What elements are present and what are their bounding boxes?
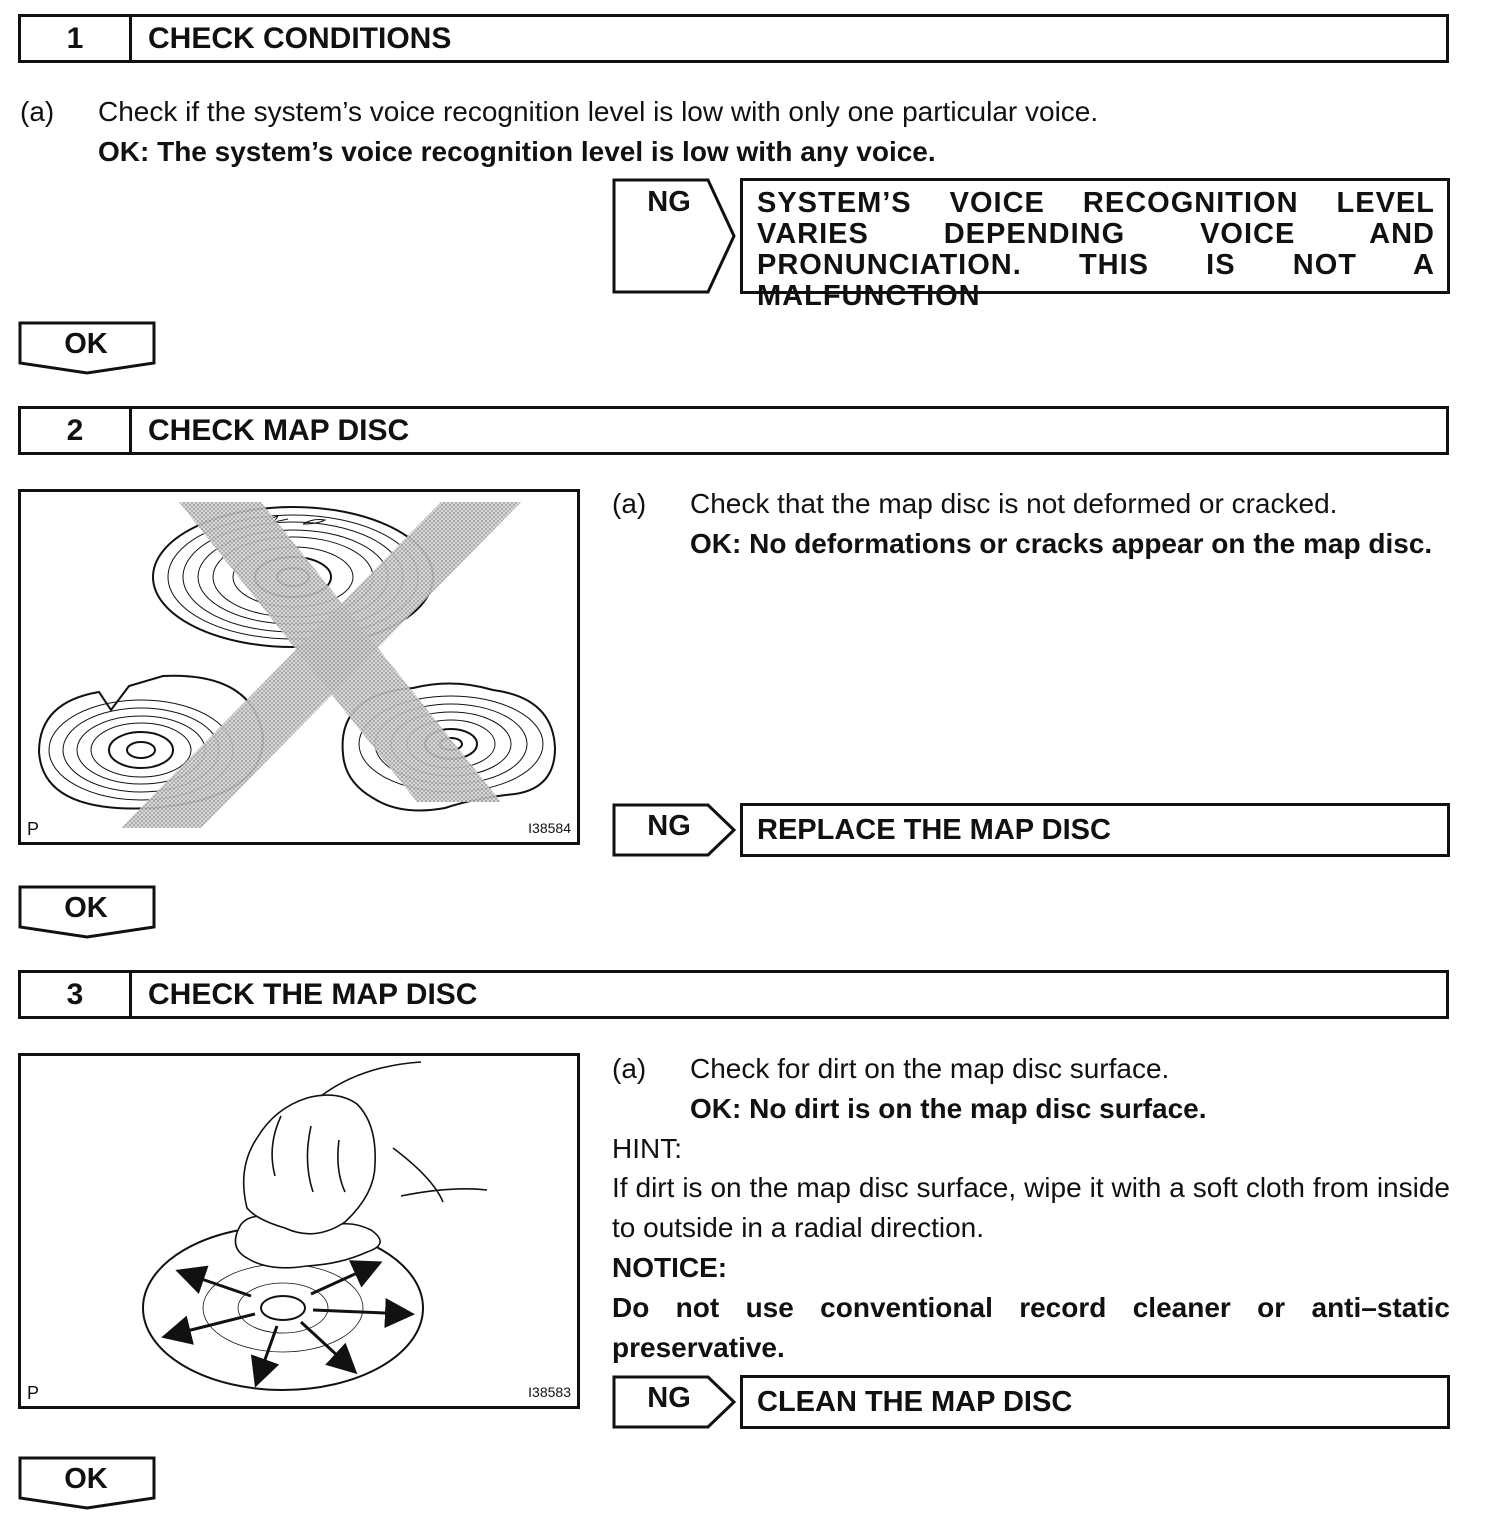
step-2-ok-criterion: OK: No deformations or cracks appear on the map disc. [690,528,1433,559]
step-3-ok-criterion: OK: No dirt is on the map disc surface. [690,1093,1207,1124]
step-3-item-label: (a) [612,1053,647,1084]
step-1-ng-result-text: SYSTEM’S VOICE RECOGNITION LEVEL VARIES DEPENDING VOICE AND PRONUNCIATION. THIS IS NOT A MALFUNCTION [757,187,1435,312]
step-3-title: CHECK THE MAP DISC [148,978,478,1011]
step-3-hint-text: If dirt is on the map disc surface, wipe it with a soft cloth from inside to outside in a radial direction. [612,1172,1450,1243]
step-3-item-text: Check for dirt on the map disc surface. [690,1053,1170,1084]
step-1-number: 1 [21,17,132,60]
step-2-ng-result-text: REPLACE THE MAP DISC [757,814,1111,846]
step-1-ok-criterion: OK: The system’s voice recognition level is low with any voice. [98,136,936,167]
step-2-header [18,406,1449,455]
step-2-number: 2 [21,409,132,452]
step-2-figure-corner-label: P [27,819,40,839]
step-3-ok-label: OK [64,1463,108,1495]
step-3-notice-text: Do not use conventional record cleaner or anti–static preservative. [612,1292,1450,1363]
step-3-ng-result-box [740,1375,1450,1429]
hand-wiping-disc-icon [21,1056,577,1406]
step-2-figure [18,489,580,845]
step-1-ng-label: NG [647,186,691,218]
step-1-header [18,14,1449,63]
step-3-figure-code: I38583 [528,1384,571,1400]
step-2-item-text: Check that the map disc is not deformed or cracked. [690,488,1338,519]
step-1-item-label: (a) [20,96,55,127]
step-3-hint-label: HINT: [612,1133,682,1164]
step-2-figure-code: I38584 [528,820,571,836]
step-2-ng-label: NG [647,810,691,842]
step-3-figure [18,1053,580,1409]
step-2-ng-result-box [740,803,1450,857]
step-3-ng-result-text: CLEAN THE MAP DISC [757,1386,1073,1418]
step-2-title: CHECK MAP DISC [148,414,410,447]
step-1-ng-result-box [740,178,1450,312]
step-2-ok-label: OK [64,892,108,924]
step-1-item-text: Check if the system’s voice recognition level is low with only one particular voice. [98,96,1099,127]
step-2-item-label: (a) [612,488,647,519]
step-3-notice-label: NOTICE: [612,1252,728,1283]
damaged-discs-crossed-icon [21,492,577,842]
step-3-figure-corner-label: P [27,1383,40,1403]
step-1-ok-label: OK [64,328,108,360]
step-3-header [18,970,1449,1019]
step-1-title: CHECK CONDITIONS [148,22,452,55]
step-3-number: 3 [21,973,132,1016]
step-3-ng-label: NG [647,1382,691,1414]
